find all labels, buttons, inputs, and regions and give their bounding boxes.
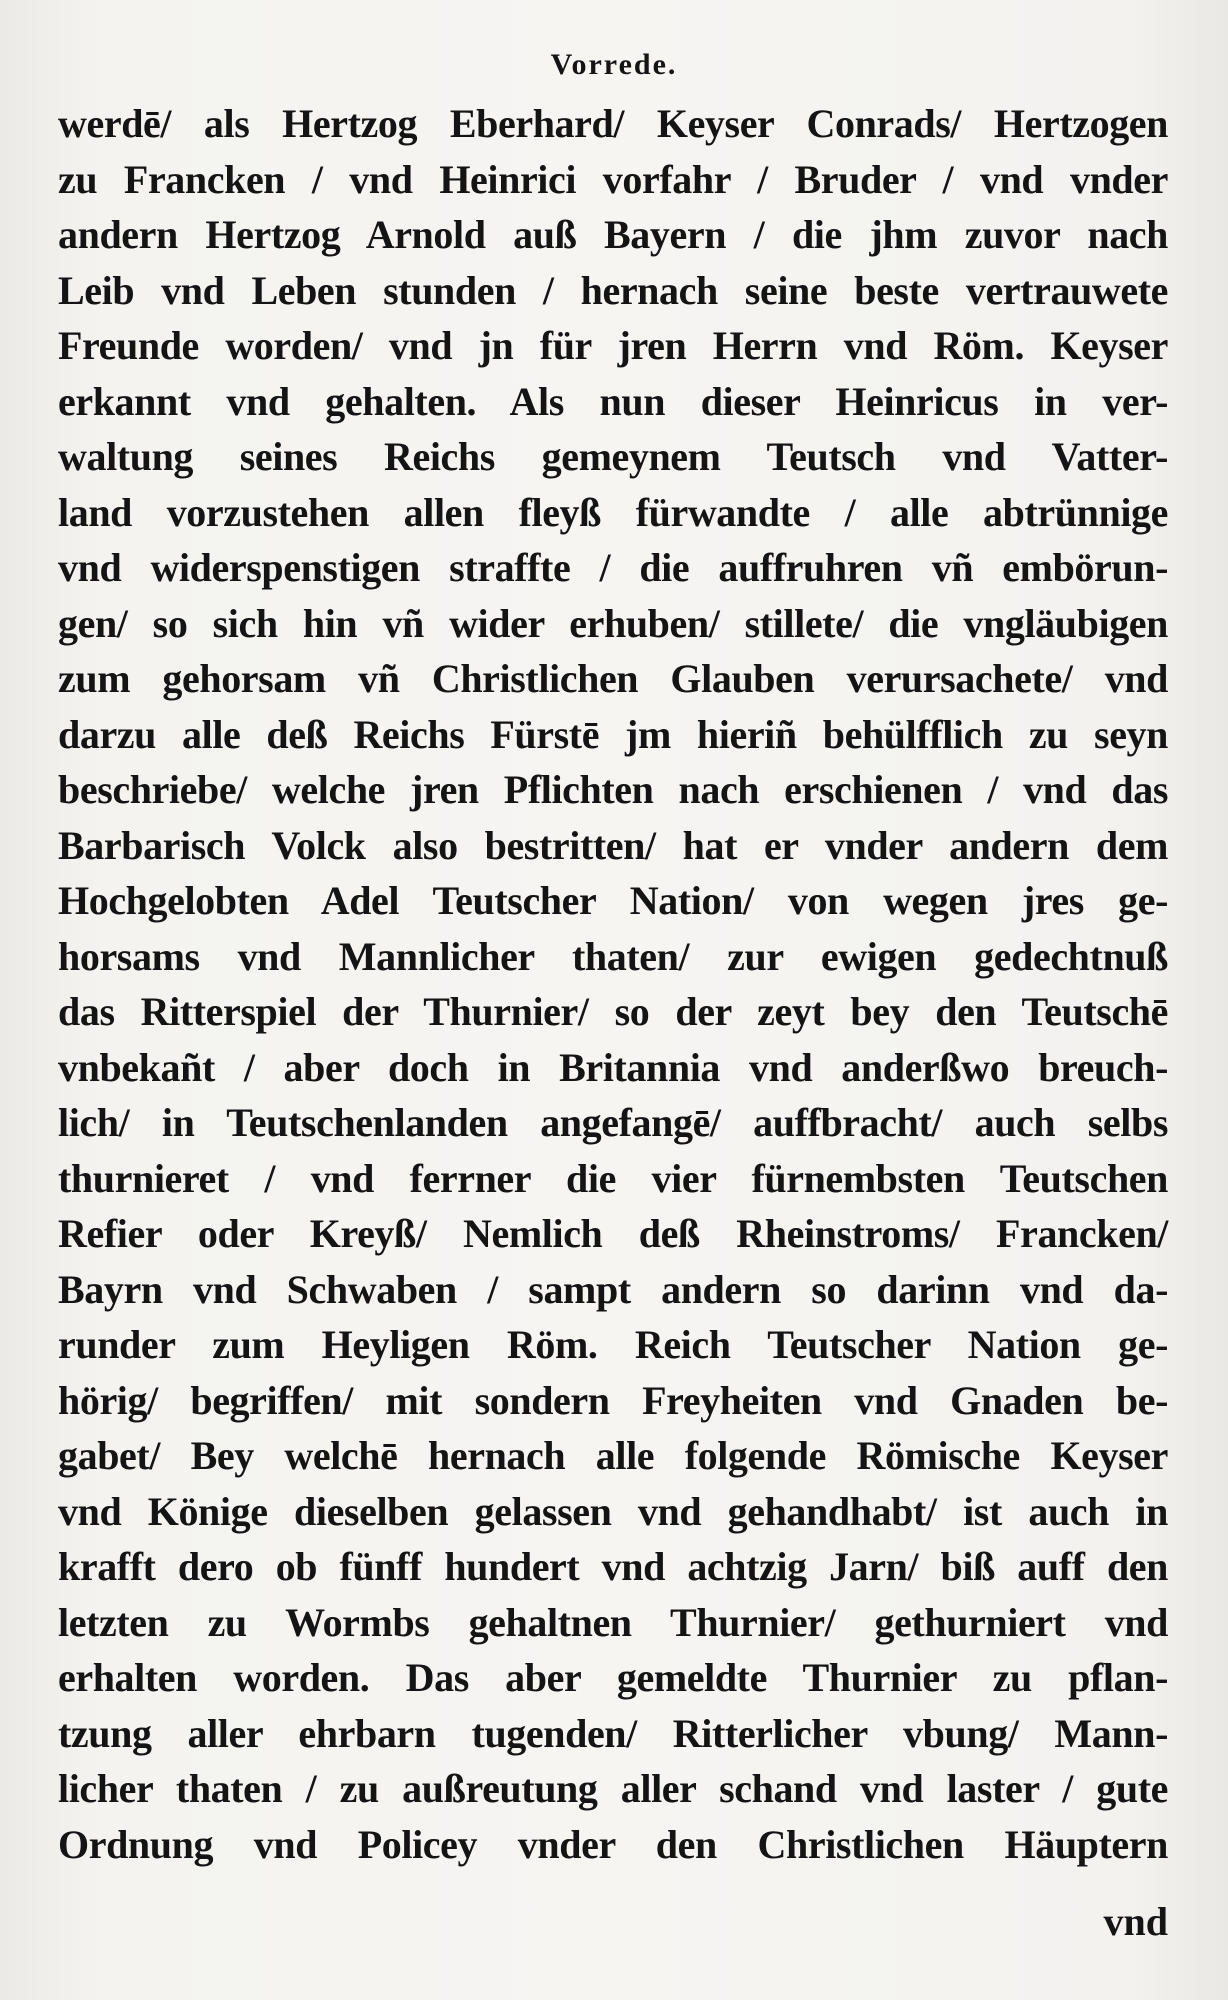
text-line: krafft dero ob fünff hundert vnd achtzig Jarn/ biß auff den	[58, 1544, 1168, 1589]
text-line: werdē/ als Hertzog Eberhard/ Keyser Conrads/ Hertzogen	[58, 101, 1168, 146]
text-line: runder zum Heyligen Röm. Reich Teutscher Nation ge-	[58, 1322, 1168, 1367]
text-line: Refier oder Kreyß/ Nemlich deß Rheinstroms/ Francken/	[58, 1211, 1168, 1256]
text-line: beschriebe/ welche jren Pflichten nach erschienen / vnd das	[58, 767, 1168, 812]
text-line: Bayrn vnd Schwaben / sampt andern so darinn vnd da-	[58, 1266, 1168, 1312]
text-line: waltung seines Reichs gemeynem Teutsch vnd Vatter-	[58, 434, 1168, 479]
text-line: darzu alle deß Reichs Fürstē jm hieriñ behülfflich zu seyn	[58, 711, 1168, 757]
text-line: erhalten worden. Das aber gemeldte Thurnier zu pflan-	[58, 1655, 1168, 1700]
text-line: Hochgelobten Adel Teutscher Nation/ von wegen jres ge-	[58, 878, 1168, 923]
text-line: horsams vnd Mannlicher thaten/ zur ewigen gedechtnuß	[58, 933, 1168, 979]
running-header: Vorrede.	[550, 48, 678, 81]
text-line: Freunde worden/ vnd jn für jren Herrn vnd Röm. Keyser	[58, 323, 1168, 368]
text-line: zum gehorsam vñ Christlichen Glauben verursachete/ vnd	[58, 656, 1168, 701]
text-line: hörig/ begriffen/ mit sondern Freyheiten vnd Gnaden be-	[58, 1377, 1168, 1423]
text-line: vnd widerspenstigen straffte / die auffruhren vñ embörun-	[58, 545, 1168, 590]
text-line: gabet/ Bey welchē hernach alle folgende Römische Keyser	[58, 1433, 1168, 1478]
text-line: gen/ so sich hin vñ wider erhuben/ stillete/ die vngläubigen	[58, 600, 1168, 646]
text-line: vnd Könige dieselben gelassen vnd gehandhabt/ ist auch in	[58, 1488, 1168, 1534]
text-line: tzung aller ehrbarn tugenden/ Ritterlicher vbung/ Mann-	[58, 1710, 1168, 1756]
catchword: vnd	[1103, 1899, 1168, 1944]
text-line: Leib vnd Leben stunden / hernach seine beste vertrauwete	[58, 267, 1168, 313]
text-line: thurnieret / vnd ferrner die vier fürnembsten Teutschen	[58, 1155, 1168, 1201]
text-line: land vorzustehen allen fleyß fürwandte / alle abtrünnige	[58, 489, 1168, 535]
text-line: Ordnung vnd Policey vnder den Christlichen Häuptern	[58, 1821, 1168, 1867]
text-line: licher thaten / zu außreutung aller schand vnd laster / gute	[58, 1766, 1168, 1811]
text-line: letzten zu Wormbs gehaltnen Thurnier/ gethurniert vnd	[58, 1599, 1168, 1645]
text-line: das Ritterspiel der Thurnier/ so der zeyt bey den Teutschē	[58, 989, 1168, 1034]
text-line: lich/ in Teutschenlanden angefangē/ auffbracht/ auch selbs	[58, 1100, 1168, 1145]
text-block	[58, 96, 1168, 1872]
text-line: zu Francken / vnd Heinrici vorfahr / Bruder / vnd vnder	[58, 156, 1168, 202]
text-line: Barbarisch Volck also bestritten/ hat er vnder andern dem	[58, 822, 1168, 868]
text-line: vnbekañt / aber doch in Britannia vnd anderßwo breuch-	[58, 1044, 1168, 1090]
text-line: erkannt vnd gehalten. Als nun dieser Heinricus in ver-	[58, 378, 1168, 424]
text-line: andern Hertzog Arnold auß Bayern / die jhm zuvor nach	[58, 212, 1168, 257]
